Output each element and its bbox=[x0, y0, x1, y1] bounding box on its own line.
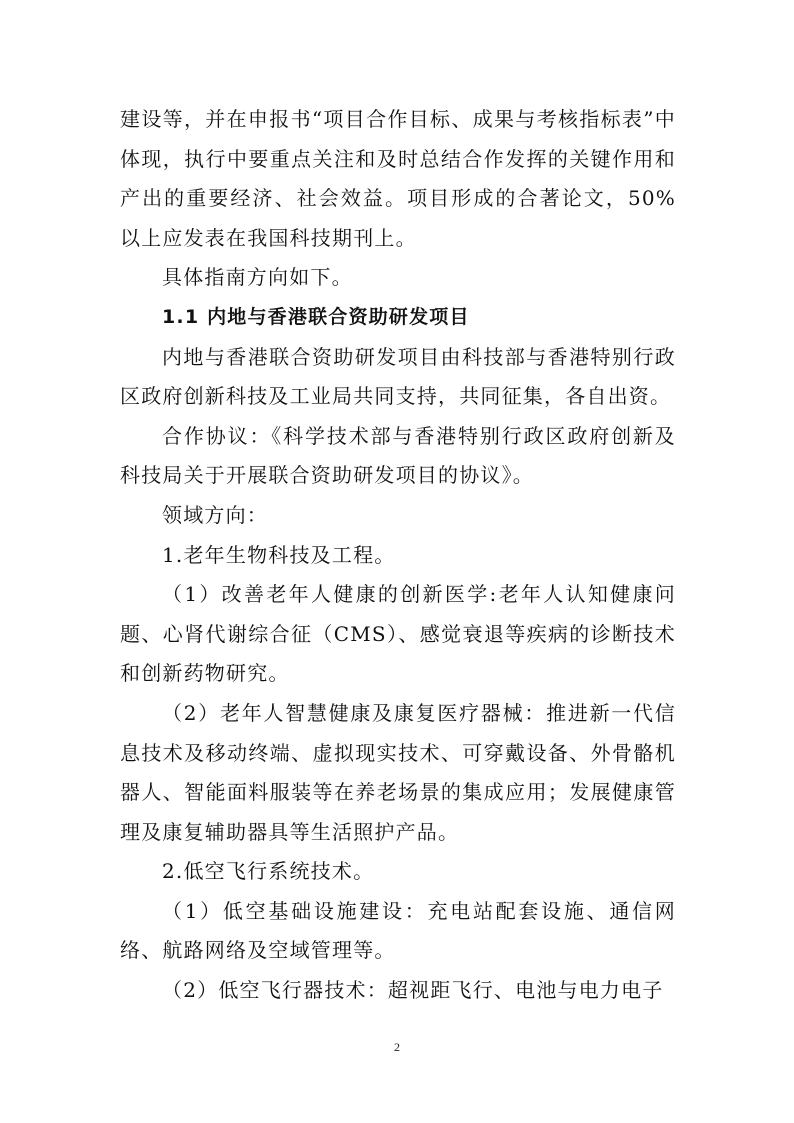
page-number: 2 bbox=[394, 1040, 400, 1054]
paragraph-field-direction-label: 领域方向： bbox=[162, 502, 268, 527]
paragraph-continuation: 建设等，并在申报书“项目合作目标、成果与考核指标表”中体现，执行中要重点关注和及时总结合作发挥的关键作用和产出的重要经济、社会效益。项目形成的合著论文，50%以上应发表在我国科技期刊上。 bbox=[120, 107, 676, 250]
list-item-low-altitude-flight: 2.低空飞行系统技术。 bbox=[162, 859, 375, 884]
document-body bbox=[120, 100, 676, 1011]
paragraph-guide-intro: 具体指南方向如下。 bbox=[162, 265, 353, 290]
list-subitem-smart-health-devices: （2）老年人智慧健康及康复医疗器械：推进新一代信息技术及移动终端、虚拟现实技术、可穿戴设备、外骨骼机器人、智能面料服装等在养老场景的集成应用；发展健康管理及康复辅助器具等生活照护产品。 bbox=[120, 700, 676, 844]
list-item-aging-biotech: 1.老年生物科技及工程。 bbox=[162, 542, 396, 567]
paragraph-project-description: 内地与香港联合资助研发项目由科技部与香港特别行政区政府创新科技及工业局共同支持，共同征集，各自出资。 bbox=[120, 344, 676, 409]
section-heading-1-1: 1.1 内地与香港联合资助研发项目 bbox=[162, 305, 470, 328]
paragraph-cooperation-agreement: 合作协议：《科学技术部与香港特别行政区政府创新及科技局关于开展联合资助研发项目的协议》。 bbox=[120, 423, 676, 488]
list-subitem-low-altitude-aircraft: （2）低空飞行器技术：超视距飞行、电池与电力电子 bbox=[162, 978, 664, 1003]
list-subitem-innovative-medicine: （1）改善老年人健康的创新医学:老年人认知健康问题、心肾代谢综合征（CMS）、感觉衰退等疾病的诊断技术和创新药物研究。 bbox=[120, 582, 676, 686]
list-subitem-low-altitude-infrastructure: （1）低空基础设施建设：充电站配套设施、通信网络、航路网络及空域管理等。 bbox=[120, 898, 676, 963]
